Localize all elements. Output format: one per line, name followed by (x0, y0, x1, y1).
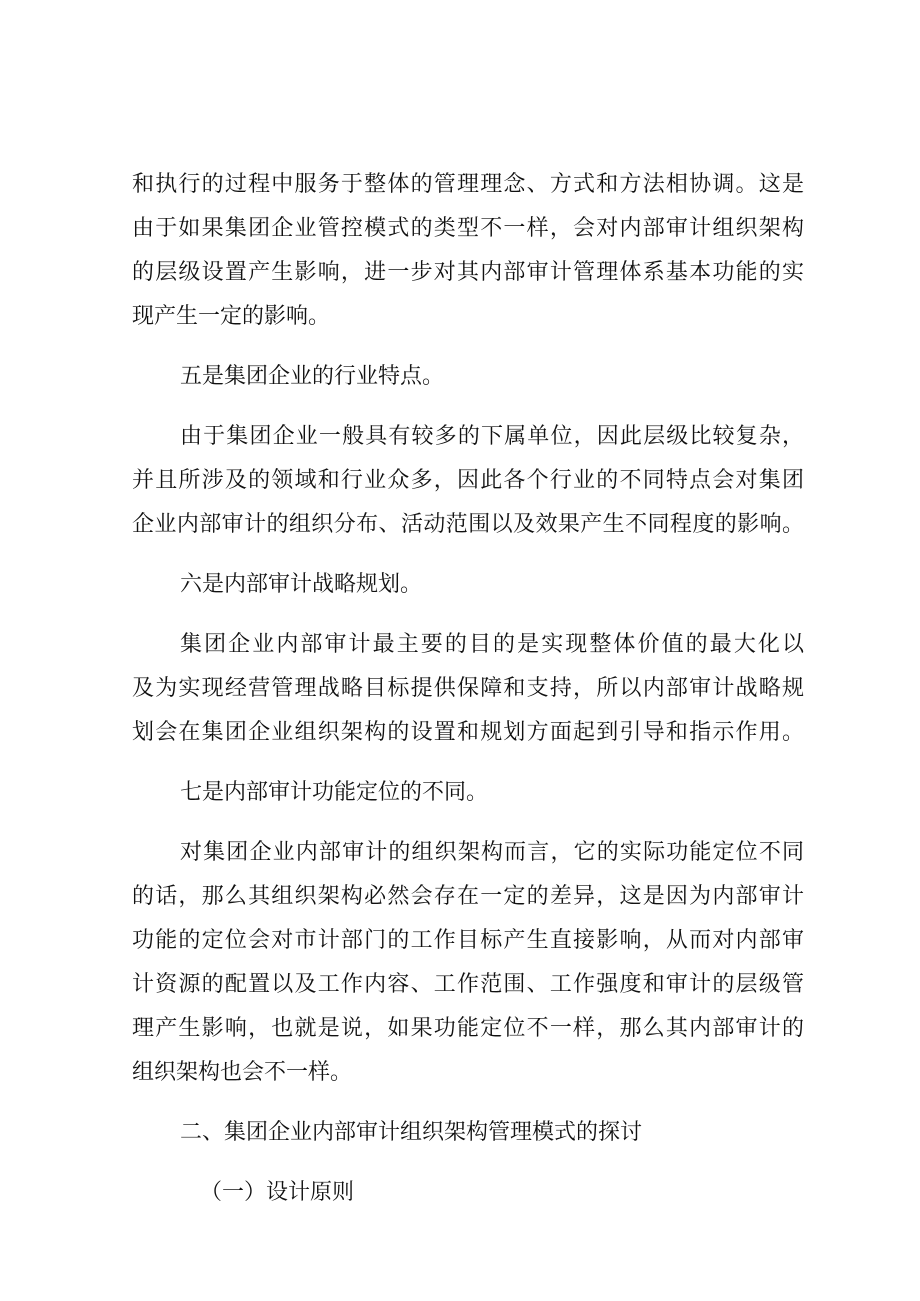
text-line: （一）设计原则 (200, 1180, 355, 1205)
text-line: 七是内部审计功能定位的不同。 (180, 780, 489, 805)
paragraph (132, 623, 804, 755)
section-point-heading (132, 355, 804, 399)
text-line: 的层级设置产生影响，进一步对其内部审计管理体系基本功能的实 (132, 260, 804, 285)
text-line: 由于集团企业一般具有较多的下属单位，因此层级比较复杂， (180, 424, 804, 449)
text-line: 二、集团企业内部审计组织架构管理模式的探讨 (180, 1120, 643, 1145)
text-line: 的话，那么其组织架构必然会存在一定的差异，这是因为内部审计 (132, 884, 804, 909)
text-line: 划会在集团企业组织架构的设置和规划方面起到引导和指示作用。 (132, 720, 804, 745)
text-line: 现产生一定的影响。 (132, 304, 331, 329)
paragraph (132, 163, 804, 339)
text-line: 功能的定位会对市计部门的工作目标产生直接影响，从而对内部审 (132, 928, 804, 953)
text-line: 集团企业内部审计最主要的目的是实现整体价值的最大化以 (180, 632, 804, 657)
text-line: 和执行的过程中服务于整体的管理理念、方式和方法相协调。这是 (132, 172, 804, 197)
paragraph (132, 831, 804, 1095)
section-heading (132, 1111, 804, 1155)
section-point-heading (132, 771, 804, 815)
paragraph (132, 415, 804, 547)
text-line: 对集团企业内部审计的组织架构而言，它的实际功能定位不同 (180, 840, 804, 865)
document-body (132, 163, 804, 1215)
text-line: 六是内部审计战略规划。 (180, 572, 423, 597)
subsection-heading (132, 1171, 804, 1215)
text-line: 计资源的配置以及工作内容、工作范围、工作强度和审计的层级管 (132, 972, 804, 997)
section-point-heading (132, 563, 804, 607)
text-line: 企业内部审计的组织分布、活动范围以及效果产生不同程度的影响。 (132, 512, 804, 537)
text-line: 并且所涉及的领域和行业众多，因此各个行业的不同特点会对集团 (132, 468, 804, 493)
text-line: 五是集团企业的行业特点。 (180, 364, 445, 389)
text-line: 理产生影响，也就是说，如果功能定位不一样，那么其内部审计的 (132, 1016, 804, 1041)
text-line: 组织架构也会不一样。 (132, 1060, 353, 1085)
text-line: 由于如果集团企业管控模式的类型不一样，会对内部审计组织架构 (132, 216, 804, 241)
text-line: 及为实现经营管理战略目标提供保障和支持，所以内部审计战略规 (132, 676, 804, 701)
